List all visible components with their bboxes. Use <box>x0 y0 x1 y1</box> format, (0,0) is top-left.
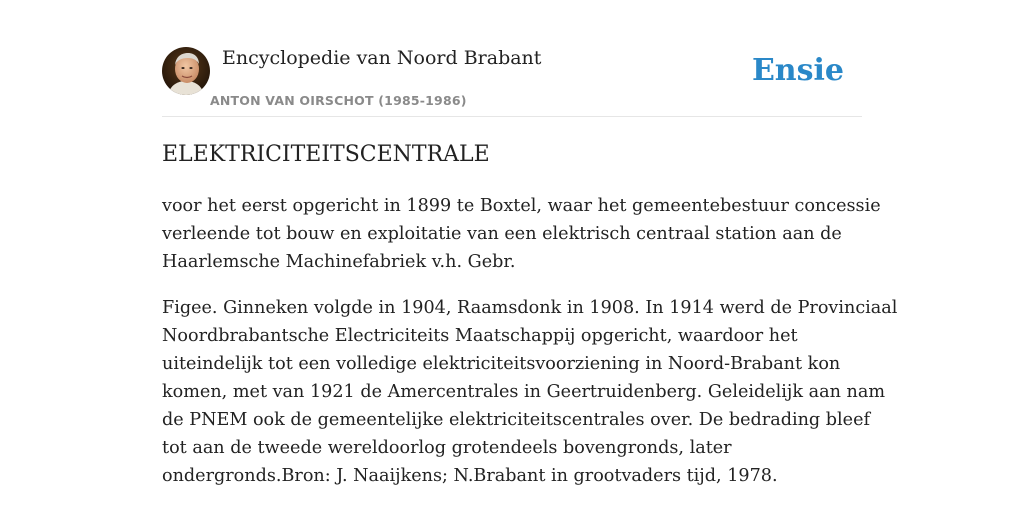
text-line: komen, met van 1921 de Amercentrales in Geertruidenberg. Geleidelijk aan nam <box>162 382 886 402</box>
author-name[interactable]: ANTON VAN OIRSCHOT (1985-1986) <box>210 93 467 108</box>
article <box>162 140 898 490</box>
avatar-photo-icon <box>162 47 210 95</box>
header <box>162 46 862 117</box>
text-line: verleende tot bouw en exploitatie van een elektrisch centraal station aan de <box>162 224 842 244</box>
ensie-logo[interactable]: Ensie <box>751 53 844 88</box>
author-avatar[interactable] <box>162 47 210 95</box>
text-line: Haarlemsche Machinefabriek v.h. Gebr. <box>162 252 516 272</box>
encyclopedia-title[interactable]: Encyclopedie van Noord Brabant <box>222 47 542 69</box>
text-line: ondergronds.Bron: J. Naaijkens; N.Brabant in grootvaders tijd, 1978. <box>162 466 778 486</box>
article-paragraph-2 <box>162 294 898 490</box>
article-paragraph-1 <box>162 192 881 276</box>
text-line: tot aan de tweede wereldoorlog grotendeels bovengronds, later <box>162 438 732 458</box>
text-line: uiteindelijk tot een volledige elektriciteitsvoorziening in Noord-Brabant kon <box>162 354 841 374</box>
text-line: de PNEM ook de gemeentelijke elektriciteitscentrales over. De bedrading bleef <box>162 410 871 430</box>
text-line: Noordbrabantsche Electriciteits Maatschappij opgericht, waardoor het <box>162 326 798 346</box>
text-line: Figee. Ginneken volgde in 1904, Raamsdonk in 1908. In 1914 werd de Provinciaal <box>162 298 898 318</box>
entry-title: ELEKTRICITEITSCENTRALE <box>162 142 490 167</box>
text-line: voor het eerst opgericht in 1899 te Boxtel, waar het gemeentebestuur concessie <box>162 196 881 216</box>
